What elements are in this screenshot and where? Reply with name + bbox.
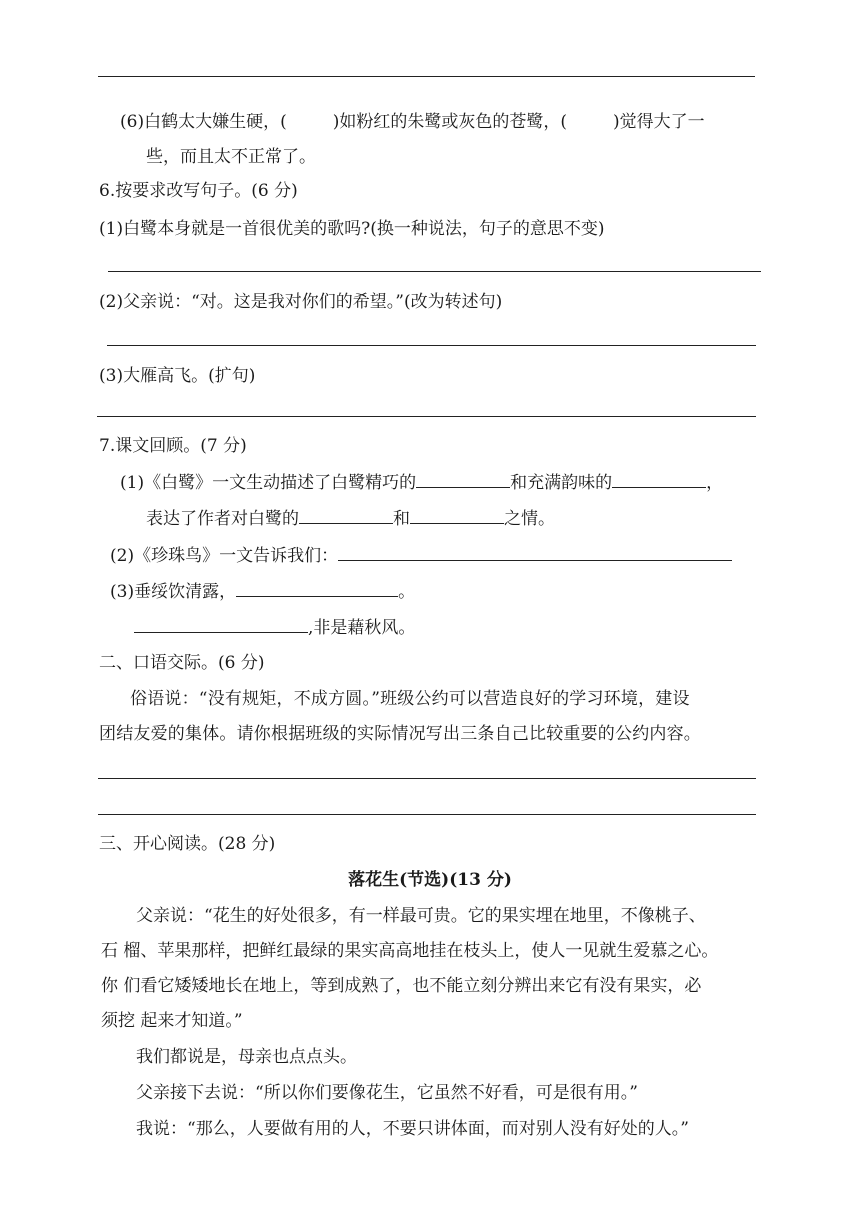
q7-item1-blank-2[interactable]	[612, 471, 706, 488]
q6-item1-answer-line[interactable]	[108, 271, 761, 272]
q7-item1-blank-4[interactable]	[410, 507, 504, 524]
section2-para-line1: 俗语说：“没有规矩，不成方圆。”班级公约可以营造良好的学习环境，建设	[130, 689, 690, 709]
q6-heading: 6.按要求改写句子。(6 分)	[99, 181, 298, 201]
q7-item1-line1	[120, 471, 723, 495]
q7-item2-blank[interactable]	[338, 544, 732, 561]
q7-item3-blank-1[interactable]	[236, 580, 398, 597]
passage-p1-line4: 须挖 起来才知道。”	[101, 1011, 243, 1031]
q5-item6-line2: 些，而且太不正常了。	[146, 147, 316, 167]
q6-item3-answer-line[interactable]	[97, 416, 756, 417]
q7-item1-line2	[146, 507, 555, 531]
section2-heading: 二、口语交际。(6 分)	[99, 653, 265, 673]
q7-item1-text-a: (1)《白鹭》一文生动描述了白鹭精巧的	[120, 473, 417, 493]
section2-para-line2: 团结友爱的集体。请你根据班级的实际情况写出三条自己比较重要的公约内容。	[99, 724, 701, 744]
section2-answer-line-1[interactable]	[98, 778, 756, 779]
q7-item3-text-a: (3)垂绥饮清露，	[110, 582, 237, 602]
q5-item6-text-a: (6)白鹤太大嫌生硬，(	[120, 112, 287, 132]
passage-p1-line1: 父亲说：“花生的好处很多，有一样最可贵。它的果实埋在地里，不像桃子、	[136, 906, 706, 926]
q6-item2: (2)父亲说：“对。这是我对你们的希望。”(改为转述句)	[99, 292, 503, 312]
q5-item6-text-c: )觉得大了一	[612, 112, 705, 132]
passage-p2: 我们都说是，母亲也点点头。	[136, 1047, 357, 1067]
section3-heading: 三、开心阅读。(28 分)	[99, 834, 276, 854]
q7-item1-blank-3[interactable]	[299, 507, 393, 524]
answer-line-top	[98, 76, 755, 77]
q7-item3-line2	[134, 616, 415, 640]
passage-p1-line2: 石 榴、苹果那样，把鲜红最绿的果实高高地挂在枝头上，使人一见就生爱慕之心。	[101, 941, 719, 961]
q7-item3-text-c: ,非是藉秋风。	[308, 618, 416, 638]
q7-item1-text-c: ，	[706, 473, 724, 493]
passage-p4: 我说：“那么，人要做有用的人，不要只讲体面，而对别人没有好处的人。”	[136, 1119, 689, 1139]
q7-item3-line1	[110, 580, 415, 604]
q7-item3-blank-2[interactable]	[134, 616, 308, 633]
q7-item1-blank-1[interactable]	[416, 471, 510, 488]
q7-item1-text-e: 和	[393, 509, 410, 529]
passage-title: 落花生(节选)(13 分)	[348, 870, 512, 890]
q5-item6-line1	[120, 110, 705, 134]
q7-item2-text: (2)《珍珠鸟》一文告诉我们：	[110, 546, 339, 566]
q7-heading: 7.课文回顾。(7 分)	[99, 436, 247, 456]
passage-p3: 父亲接下去说：“所以你们要像花生，它虽然不好看，可是很有用。”	[136, 1083, 638, 1103]
q6-item2-answer-line[interactable]	[107, 345, 756, 346]
q7-item1-text-b: 和充满韵味的	[510, 473, 613, 493]
q7-item1-text-f: 之情。	[504, 509, 555, 529]
q6-item3: (3)大雁高飞。(扩句)	[99, 366, 256, 386]
passage-p1-line3: 你 们看它矮矮地长在地上，等到成熟了，也不能立刻分辨出来它有没有果实，必	[101, 976, 702, 996]
section2-answer-line-2[interactable]	[98, 814, 756, 815]
q7-item1-text-d: 表达了作者对白鹭的	[146, 509, 299, 529]
q6-item1: (1)白鹭本身就是一首很优美的歌吗?(换一种说法，句子的意思不变)	[99, 219, 605, 239]
q7-item3-text-b: 。	[398, 582, 416, 602]
q7-item2	[110, 544, 732, 568]
q5-item6-text-b: )如粉红的朱鹭或灰色的苍鹭，(	[332, 112, 567, 132]
